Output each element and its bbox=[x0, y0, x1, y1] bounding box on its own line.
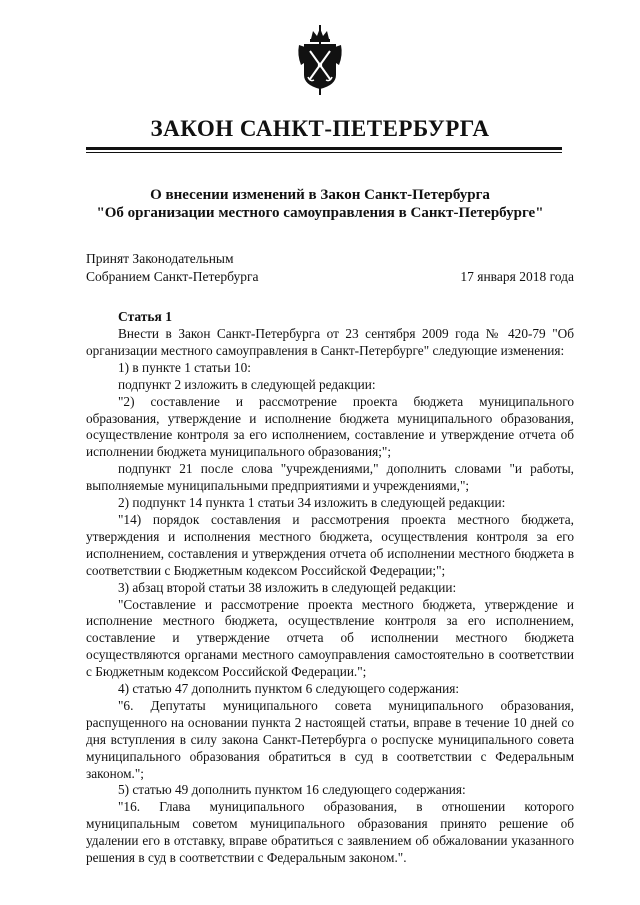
law-title: ЗАКОН САНКТ-ПЕТЕРБУРГА bbox=[150, 116, 490, 141]
paragraph: 1) в пункте 1 статьи 10: bbox=[118, 359, 251, 375]
adoption-line2: Собранием Санкт-Петербурга bbox=[86, 269, 259, 284]
paragraph: "14) порядок составления и рассмотрения проекта местного бюджета, утверждения и исполнения местного бюджета, осуществления контроля за его исполнением, составления и утверждения отчета об исполнении местного бюджета в соответствии с Бюджетным кодексом Российской Федерации;"; bbox=[86, 511, 574, 578]
article-body bbox=[86, 326, 574, 867]
paragraph: Внести в Закон Санкт-Петербурга от 23 сентября 2009 года № 420-79 "Об организации местного самоуправления в Санкт-Петербурге" следующие изменения: bbox=[86, 326, 574, 358]
paragraph: 2) подпункт 14 пункта 1 статьи 34 изложить в следующей редакции: bbox=[118, 495, 506, 511]
paragraph: подпункт 2 изложить в следующей редакции: bbox=[118, 376, 376, 392]
adoption-line1: Принят Законодательным bbox=[86, 251, 234, 266]
law-subtitle-line1: О внесении изменений в Закон Санкт-Петербурга bbox=[150, 187, 490, 203]
paragraph: 3) абзац второй статьи 38 изложить в следующей редакции: bbox=[118, 579, 457, 595]
paragraph: 4) статью 47 дополнить пунктом 6 следующего содержания: bbox=[118, 681, 460, 697]
paragraph: "2) составление и рассмотрение проекта бюджета муниципального образования, утверждение и исполнение бюджета муниципального образования, осуществление контроля за его исполнением, составление и утверждение отчета об исполнении бюджета муниципального образования;"; bbox=[86, 393, 574, 460]
paragraph: "Составление и рассмотрение проекта местного бюджета, утверждение и исполнение местного бюджета, осуществление контроля за его исполнением, составление и утверждение отчета об исполнении местного бюджета осуществляются органами местного самоуправления самостоятельно в соответствии с Бюджетным кодексом Российской Федерации."; bbox=[86, 596, 574, 680]
paragraph: подпункт 21 после слова "учреждениями," дополнить словами "и работы, выполняемые муниципальными предприятиями и учреждениями,"; bbox=[86, 461, 574, 494]
title-rule-thin bbox=[86, 152, 562, 153]
law-subtitle-line2: "Об организации местного самоуправления в Санкт-Петербурге" bbox=[96, 205, 544, 221]
adoption-date: 17 января 2018 года bbox=[460, 269, 574, 284]
adoption-body bbox=[86, 250, 259, 286]
paragraph: "6. Депутаты муниципального совета муниципального образования, распущенного на основании пункта 2 настоящей статьи, вправе в течение 10 дней со дня вступления в силу закона Санкт-Петербурга о роспуске муниципального совета муниципального образования обратиться в суд в соответствии с Федеральным законом."; bbox=[86, 697, 574, 781]
saint-petersburg-coat-of-arms-icon bbox=[295, 25, 345, 95]
paragraph: 5) статью 49 дополнить пунктом 16 следующего содержания: bbox=[118, 782, 466, 798]
paragraph: "16. Глава муниципального образования, в отношении которого муниципальным советом муниципального образования принято решение об удалении его в отставку, вправе обратиться с заявлением об обжаловании указанного решения в суд в соответствии с Федеральным законом.". bbox=[86, 799, 574, 866]
article-title: Статья 1 bbox=[118, 309, 172, 324]
title-rule-thick bbox=[86, 147, 562, 150]
